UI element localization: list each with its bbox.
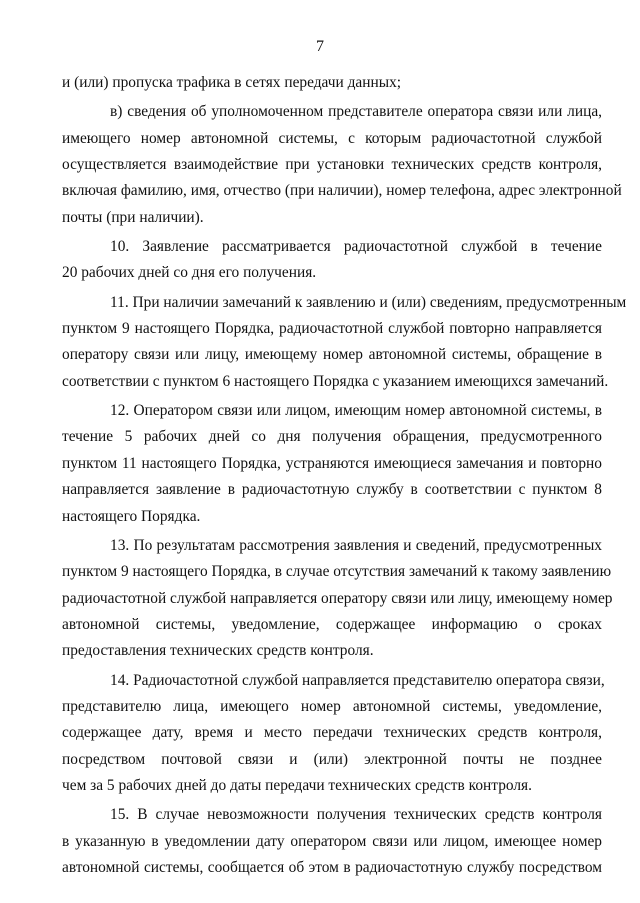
text-line: и (или) пропуска трафика в сетях передачи данных; xyxy=(62,74,402,91)
text-line: в указанную в уведомлении дату оператором связи или лицом, имеющее номер xyxy=(62,832,602,850)
text-line: 14. Радиочастотной службой направляется представителю оператора связи, xyxy=(110,671,605,689)
text-line: пунктом 11 настоящего Порядка, устраняются имеющиеся замечания и повторно xyxy=(62,454,602,472)
text-line: в) сведения об уполномоченном представителе оператора связи или лица, xyxy=(110,103,602,121)
text-line: соответствии с пунктом 6 настоящего Порядка с указанием имеющихся замечаний. xyxy=(62,372,609,390)
text-line: автономной системы, уведомление, содержащее информацию о сроках xyxy=(62,615,602,633)
text-line: почты (при наличии). xyxy=(62,208,204,226)
text-line: включая фамилию, имя, отчество (при наличии), номер телефона, адрес электронной xyxy=(62,182,622,200)
page-number: 7 xyxy=(316,38,324,55)
text-line: пунктом 9 настоящего Порядка, радиочастотной службой повторно направляется xyxy=(62,320,602,338)
paragraph-13 xyxy=(62,533,613,665)
text-line: 10. Заявление рассматривается радиочастотной службой в течение xyxy=(110,238,602,256)
paragraph-15 xyxy=(62,802,602,881)
text-line: радиочастотной службой направляется оператору связи или лицу, имеющему номер xyxy=(62,589,613,607)
paragraph-10 xyxy=(62,234,602,287)
text-line: 12. Оператором связи или лицом, имеющим номер автономной системы, в xyxy=(110,402,602,420)
text-line: автономной системы, сообщается об этом в радиочастотную службу посредством xyxy=(62,858,602,876)
text-line: осуществляется взаимодействие при установки технических средств контроля, xyxy=(62,156,602,174)
paragraph-11 xyxy=(62,290,627,395)
text-line: 15. В случае невозможности получения технических средств контроля xyxy=(110,806,602,824)
text-line: предоставления технических средств контроля. xyxy=(62,642,374,660)
document-body xyxy=(62,70,627,881)
paragraph-12 xyxy=(62,398,602,530)
text-line: пунктом 9 настоящего Порядка, в случае отсутствия замечаний к такому заявлению xyxy=(62,563,612,581)
paragraph-continuation xyxy=(62,70,602,96)
text-line: течение 5 рабочих дней со дня получения обращения, предусмотренного xyxy=(62,428,602,446)
text-line: 11. При наличии замечаний к заявлению и (или) сведениям, предусмотренным xyxy=(110,293,627,311)
text-line: 20 рабочих дней со дня его получения. xyxy=(62,264,317,282)
text-line: оператору связи или лицу, имеющему номер автономной системы, обращение в xyxy=(62,346,602,364)
paragraph-14 xyxy=(62,668,605,800)
text-line: посредством почтовой связи и (или) электронной почты не позднее xyxy=(62,750,602,768)
text-line: чем за 5 рабочих дней до даты передачи технических средств контроля. xyxy=(62,776,532,794)
text-line: содержащее дату, время и место передачи технических средств контроля, xyxy=(62,724,602,742)
text-line: настоящего Порядка. xyxy=(62,507,201,525)
text-line: представителю лица, имеющего номер автономной системы, уведомление, xyxy=(62,697,602,715)
text-line: направляется заявление в радиочастотную службу в соответствии с пунктом 8 xyxy=(62,481,602,499)
paragraph-item-v xyxy=(62,99,622,231)
text-line: имеющего номер автономной системы, с которым радиочастотной службой xyxy=(62,129,602,147)
text-line: 13. По результатам рассмотрения заявления и сведений, предусмотренных xyxy=(110,536,602,554)
